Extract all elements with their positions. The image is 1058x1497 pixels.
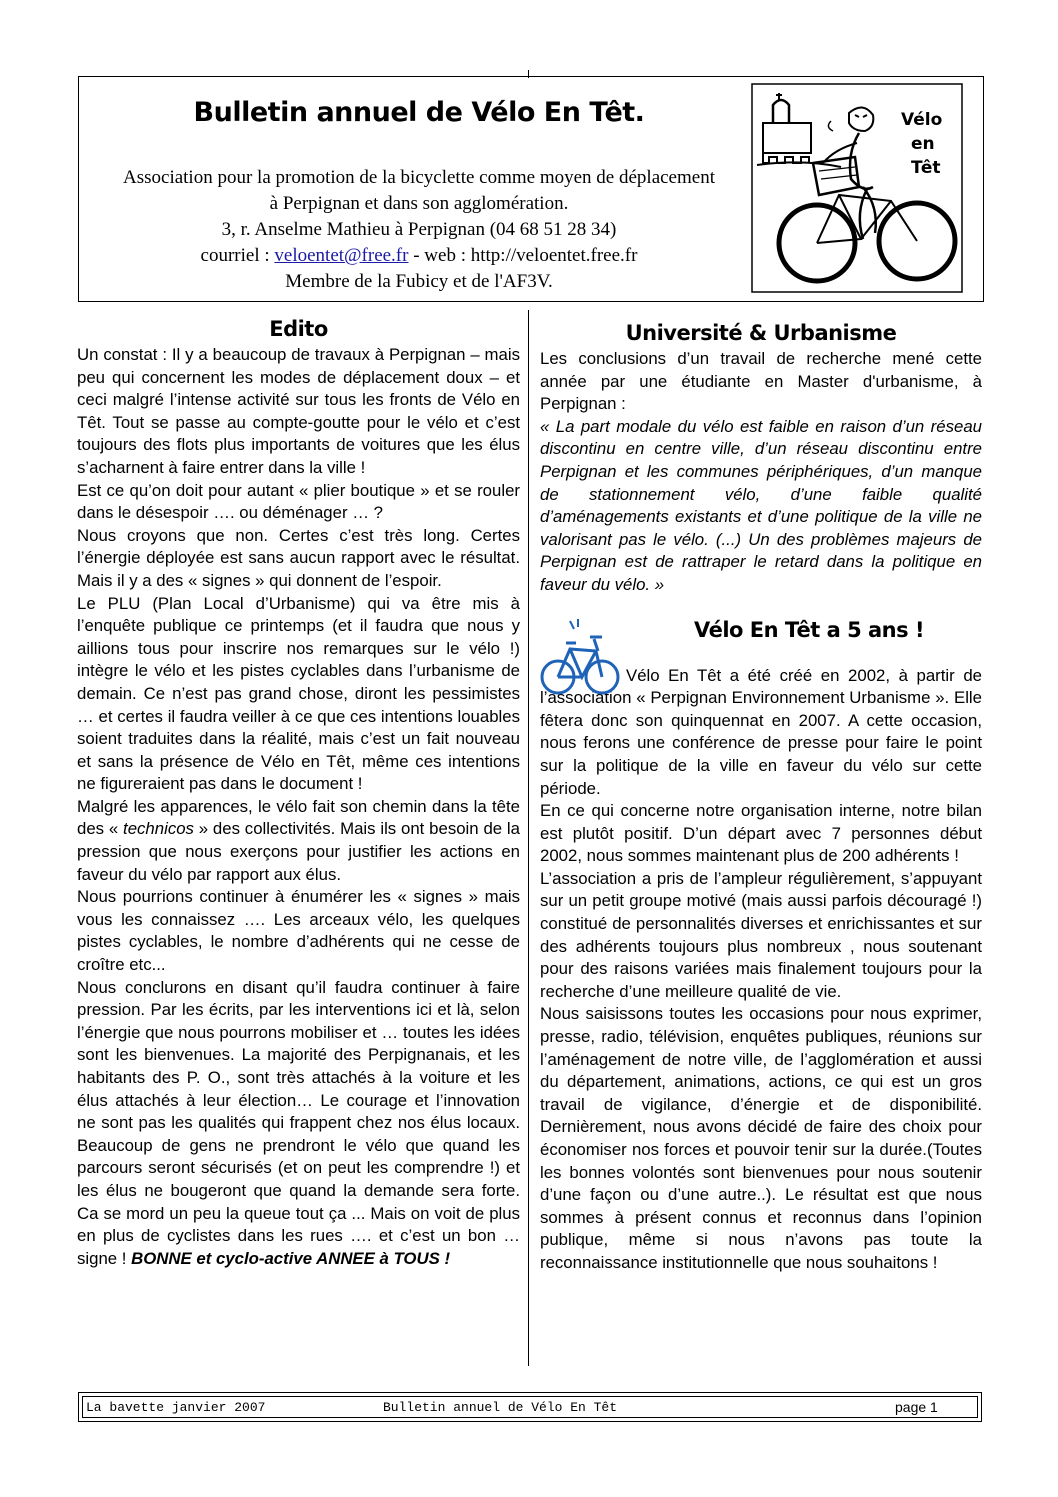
edito-title: Edito bbox=[269, 317, 328, 341]
masthead-title: Bulletin annuel de Vélo En Têt. bbox=[193, 97, 645, 128]
masthead-box bbox=[78, 76, 984, 302]
anniversaire-paragraph: L’association a pris de l’ampleur régulièrement, s’appuyant sur un petit groupe motivé (mais aussi parfois découragé !) constitué de personnalités diverses et enrichissantes et sur des adhérents toujours plus nombreux , nous soutenant pour des raisons variées mais finalement toujours pour la recherche d’une meilleure qualité de vie. bbox=[540, 868, 982, 1001]
bicycle-icon bbox=[540, 619, 620, 701]
edito-paragraph: Le PLU (Plan Local d’Urbanisme) qui va être mis à l’enquête publique ce printemps (et il faudra que nous y aillions tous pour inscrire nos remarques sur le vélo !) intègre le vélo et les pistes cyclables dans l’urbanisme de demain. Ce n’est pas grand chose, diront les pessimistes … et certes il faudra veiller à ce que ces intentions louables soient traduites dans la réalité, mais c’est un fait nouveau et sans la présence de Vélo en Têt, même ces intentions ne figureraient pas dans le document ! bbox=[77, 593, 520, 794]
web-text: - web : http://veloentet.free.fr bbox=[408, 245, 638, 266]
edito-p7-text: Nous conclurons en disant qu’il faudra continuer à faire pression. Par les écrits, par les interventions ici et là, selon l’énergie que nous pourrons mobiliser et … toutes les idées sont les bienvenues. La majorité des Perpignanais, et les habitants des P. O., sont très attachés à la voiture et les élus attachés à leur élection… Le courage et l’innovation ne sont pas les qualités qui frappent chez nos élus locaux. Beaucoup de gens ne prendront le vélo que quand les parcours seront sécurisés (et on peut les comprendre !) et les élus ne bougeront que quand la demande sera forte. Ca se mord un peu la queue tout ça ... Mais on voit de plus en plus de cyclistes dans les rues …. et c’est un bon … signe ! bbox=[77, 977, 520, 1268]
masthead-line-area: à Perpignan et dans son agglomération. bbox=[269, 193, 569, 214]
masthead-line-address: 3, r. Anselme Mathieu à Perpignan (04 68 51 28 34) bbox=[221, 219, 617, 240]
anniversaire-title: Vélo En Têt a 5 ans ! bbox=[693, 617, 925, 642]
edito-paragraph: Nous pourrions continuer à énumérer les « signes » mais vous les connaissez …. Les arceaux vélo, les quelques pistes cyclables, le nombre d’adhérents qui ne cesse de croître etc... bbox=[77, 887, 520, 975]
anniversaire-paragraph: Nous saisissons toutes les occasions pour nous exprimer, presse, radio, télévision, enquêtes publiques, réunions sur l’aménagement de notre ville, de l’agglomération et aussi du département, animations, actions, ce qui est un gros travail de vigilance, d’énergie et de disponibilité. Dernièrement, nous avons décidé de faire des choix pour économiser nos forces et pouvoir tenir sur la durée.(Toutes les bonnes volontés sont bienvenues pour nous soutenir d’une façon ou d’une autre..). Le résultat est que nous sommes à présent connus et reconnus dans l’opinion publique, même si nous n’avons pas toute la reconnaissance institutionnelle que nous souhaitons ! bbox=[540, 1004, 982, 1272]
universite-intro: Les conclusions d’un travail de recherche mené cette année par une étudiante en Master d'urbanisme, à Perpignan : bbox=[540, 349, 982, 414]
column-divider bbox=[528, 310, 529, 1366]
right-column bbox=[540, 318, 982, 1275]
universite-title: Université & Urbanisme bbox=[625, 321, 897, 345]
edito-paragraph bbox=[77, 796, 520, 886]
anniversaire-paragraph: En ce qui concerne notre organisation interne, notre bilan est plutôt positif. D’un départ avec 7 personnes début 2002, nous sommes maintenant plus de 200 adhérents ! bbox=[540, 801, 982, 866]
email-label: courriel : bbox=[200, 245, 275, 266]
edito-p5-italic: technicos bbox=[123, 819, 194, 839]
logo-text-velo: Vélo bbox=[901, 110, 943, 130]
edito-paragraph: Un constat : Il y a beaucoup de travaux à Perpignan – mais peu qui concernent les modes de déplacement doux – et ceci malgré l’intense activité sur tous les fronts de Vélo en Têt. Tout se passe au compte-goutte pour le vélo et c’est toujours des flots plus importants de voitures que les élus s’acharnent à faire entrer dans la ville ! bbox=[77, 345, 520, 477]
masthead-line-mission: Association pour la promotion de la bicyclette comme moyen de déplacement bbox=[123, 167, 715, 188]
logo-text-tet: Têt bbox=[911, 158, 941, 178]
velo-en-tet-logo bbox=[751, 83, 963, 293]
masthead-line-membership: Membre de la Fubicy et de l'AF3V. bbox=[285, 271, 553, 292]
anniversaire-paragraph: Vélo En Têt a été créé en 2002, à partir de l’association « Perpignan Environnement Urbanisme ». Elle fêtera donc son quinquennat en 2007. A cette occasion, nous ferons une conférence de presse pour faire le point sur la politique de la ville en faveur du vélo sur cette période. bbox=[540, 665, 982, 798]
anniversaire-body bbox=[540, 665, 982, 1275]
edito-p5-end: » des collectivités. Mais ils ont besoin de la pression que nous exerçons pour justifier les actions en faveur du vélo par rapport aux élus. bbox=[77, 819, 520, 884]
email-link[interactable]: veloentet@free.fr bbox=[274, 245, 409, 266]
masthead-line-contact bbox=[79, 243, 759, 269]
page-footer bbox=[78, 1392, 982, 1422]
logo-text-en: en bbox=[911, 134, 935, 154]
universite-quote: « La part modale du vélo est faible en raison d’un réseau discontinu en centre ville, d’un réseau discontinu entre Perpignan et les communes périphériques, d’un manque de stationnement vélo, d’une faible qualité d’aménagements existants et d’une politique de la ville ne valorisant pas le vélo. (...) Un des problèmes majeurs de Perpignan est de rattraper le retard dans la politique en faveur du vélo. » bbox=[540, 416, 982, 594]
masthead-info bbox=[79, 165, 759, 295]
edito-paragraph: Est ce qu’on doit pour autant « plier boutique » et se rouler dans le désespoir …. ou déménager … ? bbox=[77, 480, 520, 523]
edito-column bbox=[77, 314, 520, 1270]
edito-p5-start: Malgré les apparences, le vélo fait son chemin dans la tête des « bbox=[77, 796, 520, 839]
edito-paragraph: Nous croyons que non. Certes c’est très long. Certes l’énergie déployée est sans aucun rapport avec le résultat. Mais il y a des « signes » qui donnent de l’espoir. bbox=[77, 525, 520, 590]
edito-paragraph bbox=[77, 977, 520, 1271]
footer-page-number: page 1 bbox=[895, 1399, 938, 1415]
footer-issue: La bavette janvier 2007 bbox=[86, 1400, 266, 1415]
footer-title: Bulletin annuel de Vélo En Têt bbox=[383, 1400, 618, 1415]
edito-closing: BONNE et cyclo-active ANNEE à TOUS ! bbox=[131, 1248, 451, 1268]
anniversaire-section bbox=[540, 615, 982, 1275]
footer-inner-frame bbox=[82, 1396, 978, 1418]
